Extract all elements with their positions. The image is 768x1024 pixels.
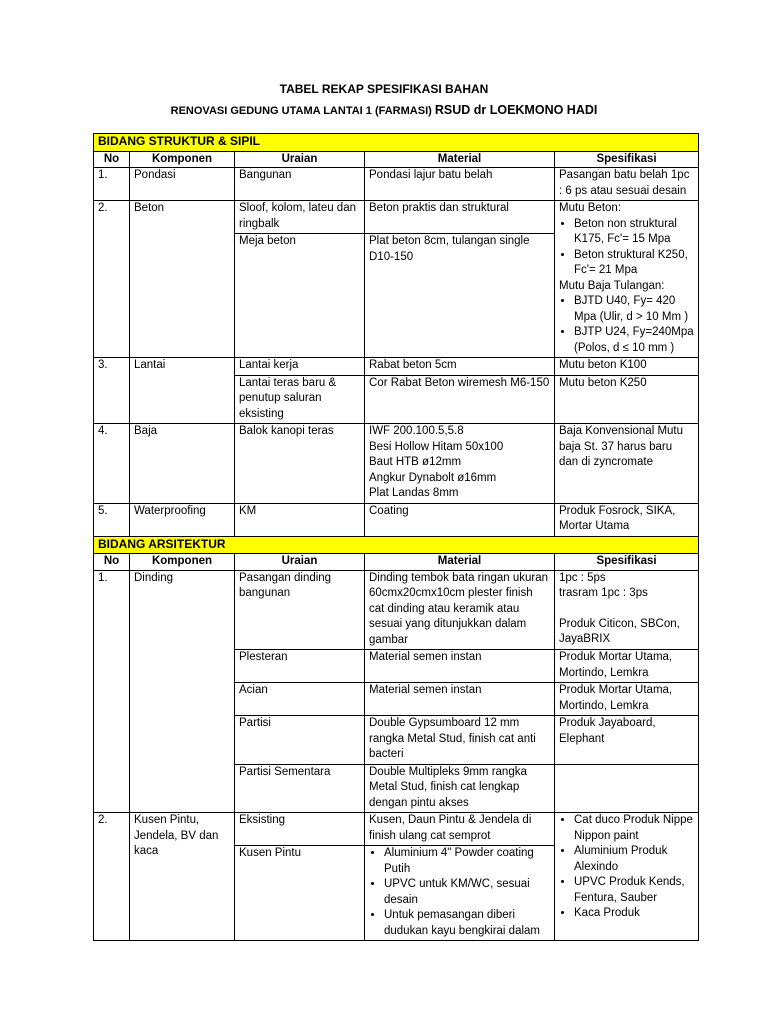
header-material: Material — [365, 151, 555, 168]
cell-spesifikasi: Baja Konvensional Mutu baja St. 37 harus baru dan di zyncromate — [555, 424, 699, 504]
spec-list — [559, 294, 694, 356]
header-komponen: Komponen — [130, 554, 235, 571]
cell-komponen: Waterproofing — [130, 503, 235, 536]
cell-no: 5. — [94, 503, 130, 536]
section-title-struktur: BIDANG STRUKTUR & SIPIL — [94, 134, 699, 152]
cell-komponen: Beton — [130, 201, 235, 358]
cell-komponen: Lantai — [130, 358, 235, 424]
material-line: Baut HTB ø12mm — [369, 456, 462, 468]
list-item: • BJTP U24, Fy=240Mpa (Polos, d ≤ 10 mm ) — [574, 325, 694, 356]
list-item: • Aluminium Produk Alexindo — [574, 844, 694, 875]
spacer — [559, 602, 694, 617]
cell-no: 1. — [94, 168, 130, 201]
cell-material: Material semen instan — [365, 683, 555, 716]
table-row — [94, 424, 699, 504]
cell-spesifikasi: Mutu beton K100 — [555, 358, 699, 376]
spec-table — [93, 133, 699, 941]
cell-uraian: Meja beton — [235, 234, 365, 358]
list-item: • Kaca Produk — [574, 906, 694, 922]
cell-no: 3. — [94, 358, 130, 424]
cell-spesifikasi: Produk Mortar Utama, Mortindo, Lemkra — [555, 683, 699, 716]
header-komponen: Komponen — [130, 151, 235, 168]
cell-spesifikasi: Produk Mortar Utama, Mortindo, Lemkra — [555, 650, 699, 683]
spec-heading: Mutu Baja Tulangan: — [559, 279, 665, 292]
table-row — [94, 503, 699, 536]
cell-material: Cor Rabat Beton wiremesh M6-150 — [365, 375, 555, 424]
spec-line: 1pc : 5ps — [559, 571, 606, 584]
header-no: No — [94, 151, 130, 168]
table-row — [94, 813, 699, 846]
cell-no: 1. — [94, 570, 130, 813]
cell-komponen: Baja — [130, 424, 235, 504]
cell-material: Beton praktis dan struktural — [365, 201, 555, 234]
cell-material: Material semen instan — [365, 650, 555, 683]
header-no: No — [94, 554, 130, 571]
cell-uraian: Bangunan — [235, 168, 365, 201]
spec-line: trasram 1pc : 3ps — [559, 587, 648, 599]
spec-list — [559, 813, 694, 922]
section-row-struktur — [94, 134, 699, 152]
table-row — [94, 168, 699, 201]
table-row — [94, 358, 699, 376]
document-subtitle — [0, 103, 768, 117]
cell-uraian: Lantai teras baru & penutup saluran eksisting — [235, 375, 365, 424]
subtitle-project: RENOVASI GEDUNG UTAMA LANTAI 1 (FARMASI) — [170, 105, 435, 117]
material-line: Plat Landas 8mm — [369, 487, 459, 499]
header-spesifikasi: Spesifikasi — [555, 554, 699, 571]
cell-spesifikasi — [555, 764, 699, 813]
document-title: TABEL REKAP SPESIFIKASI BAHAN — [279, 82, 489, 96]
cell-uraian: Kusen Pintu — [235, 846, 365, 941]
cell-uraian: Partisi — [235, 716, 365, 765]
cell-uraian: Plesteran — [235, 650, 365, 683]
cell-uraian: Partisi Sementara — [235, 764, 365, 813]
cell-spesifikasi: Produk Jayaboard, Elephant — [555, 716, 699, 765]
list-item: • UPVC untuk KM/WC, sesuai desain — [384, 877, 550, 908]
list-item: • Untuk pemasangan diberi dudukan kayu bengkirai dalam — [384, 908, 550, 939]
cell-material: Coating — [365, 503, 555, 536]
material-line: Besi Hollow Hitam 50x100 — [369, 440, 504, 453]
list-item: • UPVC Produk Kends, Fentura, Sauber — [574, 875, 694, 906]
cell-material: Kusen, Daun Pintu & Jendela di finish ulang cat semprot — [365, 813, 555, 846]
cell-material: Pondasi lajur batu belah — [365, 168, 555, 201]
cell-no: 4. — [94, 424, 130, 504]
cell-material — [365, 424, 555, 504]
cell-material: Double Gypsumboard 12 mm rangka Metal Stud, finish cat anti bacteri — [365, 716, 555, 765]
material-list — [369, 846, 550, 939]
cell-material: Plat beton 8cm, tulangan single D10-150 — [365, 234, 555, 358]
spec-list — [559, 217, 694, 279]
cell-material: Dinding tembok bata ringan ukuran 60cmx20cmx10cm plester finish cat dinding atau keramik atau sesuai yang ditunjukkan dalam gambar — [365, 570, 555, 650]
section-row-arsitektur — [94, 536, 699, 554]
cell-spesifikasi: Mutu beton K250 — [555, 375, 699, 424]
cell-uraian: Balok kanopi teras — [235, 424, 365, 504]
table-row — [94, 201, 699, 234]
header-uraian: Uraian — [235, 554, 365, 571]
list-item: • Aluminium 4" Powder coating Putih — [384, 846, 550, 877]
cell-material: Rabat beton 5cm — [365, 358, 555, 376]
header-material: Material — [365, 554, 555, 571]
list-item: • Beton non struktural K175, Fc'= 15 Mpa — [574, 217, 694, 248]
spec-heading: Mutu Beton: — [559, 202, 622, 214]
cell-komponen: Pondasi — [130, 168, 235, 201]
cell-komponen: Kusen Pintu, Jendela, BV dan kaca — [130, 813, 235, 941]
list-item: • Cat duco Produk Nippe Nippon paint — [574, 813, 694, 844]
cell-spesifikasi: Produk Fosrock, SIKA, Mortar Utama — [555, 503, 699, 536]
cell-uraian: KM — [235, 503, 365, 536]
cell-no: 2. — [94, 813, 130, 941]
material-line: IWF 200.100.5,5.8 — [369, 425, 464, 437]
subtitle-hospital: RSUD dr LOEKMONO HADI — [434, 103, 598, 117]
spec-line: Produk Citicon, SBCon, JayaBRIX — [559, 617, 680, 645]
cell-material — [365, 846, 555, 941]
cell-uraian: Pasangan dinding bangunan — [235, 570, 365, 650]
header-row — [94, 151, 699, 168]
header-row — [94, 554, 699, 571]
cell-spesifikasi: Pasangan batu belah 1pc : 6 ps atau sesuai desain — [555, 168, 699, 201]
cell-spesifikasi — [555, 201, 699, 358]
cell-material: Double Multipleks 9mm rangka Metal Stud, finish cat lengkap dengan pintu akses — [365, 764, 555, 813]
section-title-arsitektur: BIDANG ARSITEKTUR — [94, 536, 699, 554]
cell-uraian: Eksisting — [235, 813, 365, 846]
material-line: Angkur Dynabolt ø16mm — [369, 471, 497, 484]
cell-komponen: Dinding — [130, 570, 235, 813]
cell-uraian: Lantai kerja — [235, 358, 365, 376]
cell-spesifikasi — [555, 813, 699, 941]
cell-uraian: Sloof, kolom, lateu dan ringbalk — [235, 201, 365, 234]
header-uraian: Uraian — [235, 151, 365, 168]
list-item: • Beton struktural K250, Fc'= 21 Mpa — [574, 248, 694, 279]
list-item: • BJTD U40, Fy= 420 Mpa (Ulir, d > 10 Mm ) — [574, 294, 694, 325]
cell-spesifikasi — [555, 570, 699, 650]
table-row — [94, 570, 699, 650]
cell-no: 2. — [94, 201, 130, 358]
header-spesifikasi: Spesifikasi — [555, 151, 699, 168]
cell-uraian: Acian — [235, 683, 365, 716]
